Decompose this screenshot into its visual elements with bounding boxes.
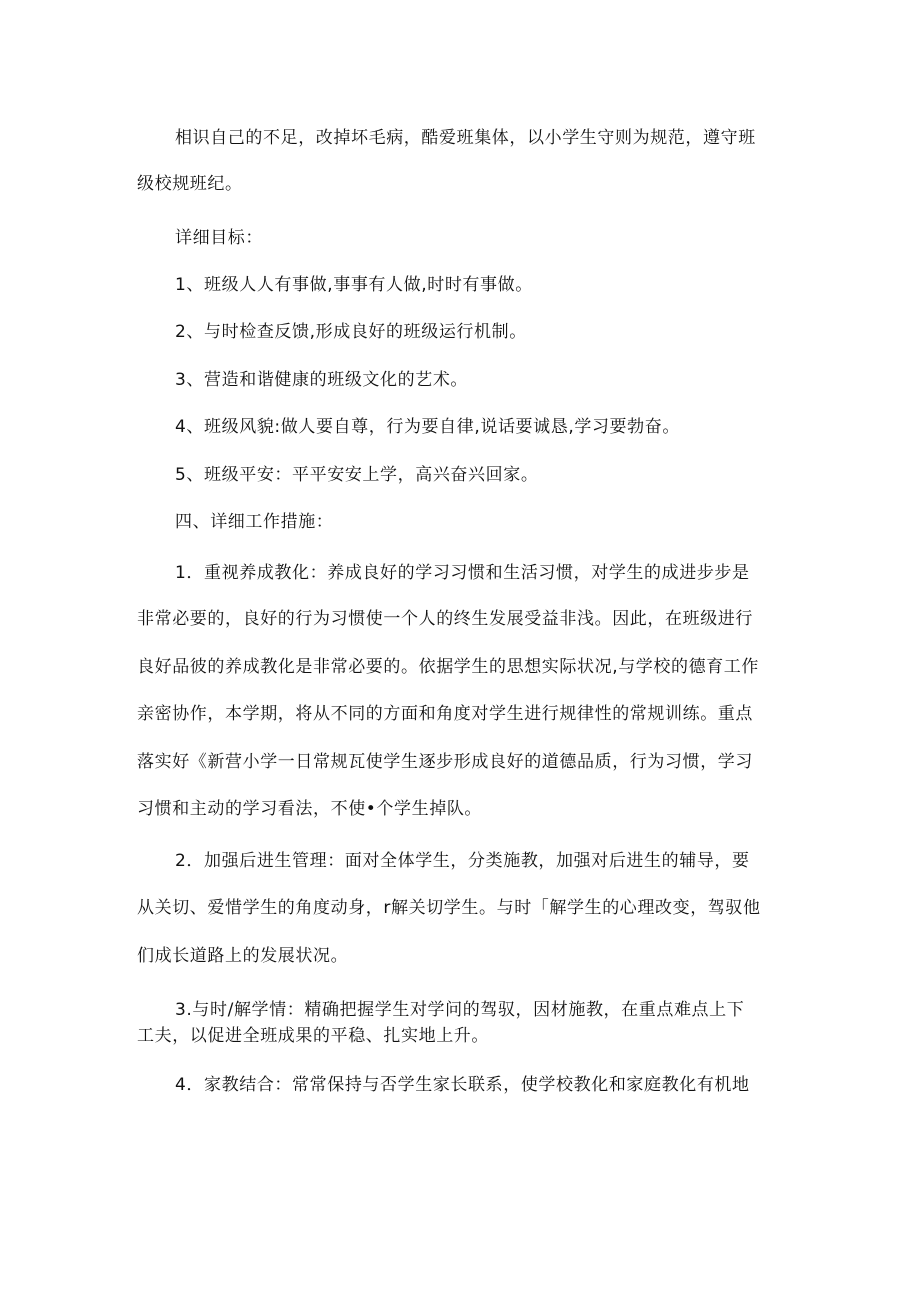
text-line: 级校规班纪。 [137, 174, 243, 194]
text-line: 非常必要的，良好的行为习惯使一个人的终生发展受益非浅。因此，在班级进行 [137, 609, 753, 629]
text-line: 落实好《新营小学一日常规瓦使学生逐步形成良好的道德品质，行为习惯，学习 [137, 752, 753, 772]
list-item: 5、班级平安：平平安安上学，高兴奋兴回家。 [175, 465, 539, 485]
text-line: 4．家教结合：常常保持与否学生家长联系，使学校教化和家庭教化有机地 [175, 1075, 750, 1095]
text-line: 1．重视养成教化：养成良好的学习习惯和生活习惯，对学生的成进步步是 [175, 563, 750, 583]
text-line: 2．加强后进生管理：面对全体学生，分类施教，加强对后进生的辅导，要 [175, 851, 750, 871]
text-line: 们成长道路上的发展状况。 [137, 946, 349, 966]
text-line: 亲密协作，本学期，将从不同的方面和角度对学生进行规律性的常规训练。重点 [137, 704, 753, 724]
list-item: 3、营造和谐健康的班级文化的艺术。 [175, 370, 469, 390]
section-heading: 四、详细工作措施： [175, 512, 334, 532]
list-item: 1、班级人人有事做,事事有人做,时时有事做。 [175, 275, 533, 295]
text-line: 3.与时/解学情：精确把握学生对学问的驾驭，因材施教，在重点难点上下 [175, 1000, 745, 1020]
text-line: 良好品彼的养成教化是非常必要的。依据学生的思想实际状况,与学校的德育工作 [137, 657, 760, 677]
section-heading: 详细目标： [175, 228, 263, 248]
text-line: 从关切、爱惜学生的角度动身，r解关切学生。与时「解学生的心理改变，驾驭他 [137, 898, 761, 918]
list-item: 4、班级风貌:做人要自尊，行为要自律,说话要诚恳,学习要勃奋。 [175, 417, 680, 437]
list-item: 2、与时检查反馈,形成良好的班级运行机制。 [175, 322, 527, 342]
text-line: 习惯和主动的学习看法，不使•个学生掉队。 [137, 799, 483, 819]
text-line: 工夫，以促进全班成果的平稳、扎实地上升。 [137, 1026, 489, 1046]
text-line: 相识自己的不足，改掉坏毛病，酷爱班集体，以小学生守则为规范，遵守班 [175, 128, 756, 148]
